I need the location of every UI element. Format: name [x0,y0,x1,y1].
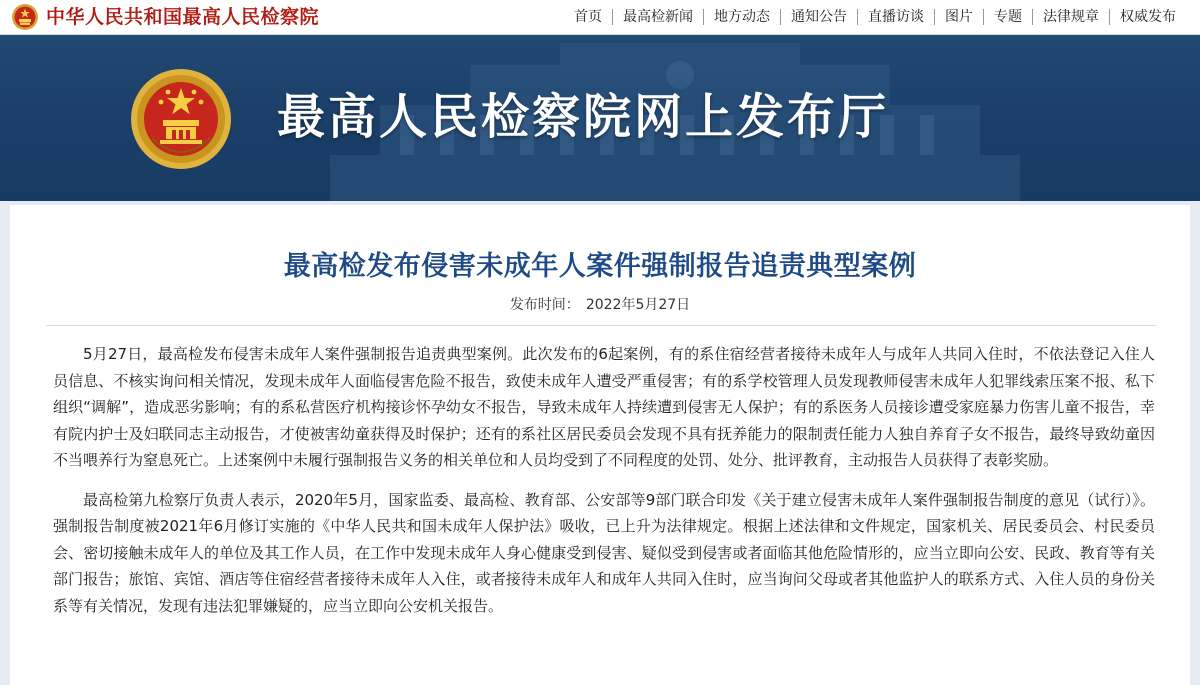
main-nav [564,0,1186,34]
nav-item-news[interactable]: 最高检新闻 [612,9,703,25]
nav-item-laws[interactable]: 法律规章 [1032,9,1109,25]
publish-time-label: 发布时间： [509,297,580,313]
title-divider [46,325,1156,326]
top-bar [0,0,1200,35]
nav-item-live[interactable]: 直播访谈 [857,9,934,25]
nav-item-local[interactable]: 地方动态 [703,9,780,25]
article-paragraph: 5月27日，最高检发布侵害未成年人案件强制报告追责典型案例。此次发布的6起案例，有的系住宿经营者接待未成年人与成年人共同入住时，不依法登记入住人员信息、不核实询问相关情况，发现未成年人面临侵害危险不报告，致使未成年人遭受严重侵害；有的系学校管理人员发现教师侵害未成年人犯罪线索压案不报、私下组织“调解”，造成恶劣影响；有的系私营医疗机构接诊怀孕幼女不报告，导致未成年人持续遭到侵害无人保护；有的系医务人员接诊遭受家庭暴力伤害儿童不报告，幸有院内护士及妇联同志主动报告，才使被害幼童获得及时保护；还有的系社区居民委员会发现不具有抚养能力的限制责任能力人独自养育子女不报告，最终导致幼童因不当喂养行为窒息死亡。上述案例中未履行强制报告义务的相关单位和人员均受到了不同程度的处罚、处分、批评教育，主动报告人员获得了表彰奖励。 [53,345,1155,469]
site-name[interactable]: 中华人民共和国最高人民检察院 [46,6,320,28]
article-body [53,341,1155,632]
nav-item-home[interactable]: 首页 [574,9,602,25]
banner [0,35,1200,201]
article-title: 最高检发布侵害未成年人案件强制报告追责典型案例 [283,251,917,282]
procuratorate-emblem-icon [130,68,232,170]
nav-item-pictures[interactable]: 图片 [934,9,983,25]
nav-item-topics[interactable]: 专题 [983,9,1032,25]
article-meta [10,295,1190,315]
nav-item-notices[interactable]: 通知公告 [780,9,857,25]
publish-date: 2022年5月27日 [585,297,691,313]
national-emblem-icon[interactable] [11,3,39,31]
article-paragraph: 最高检第九检察厅负责人表示，2020年5月，国家监委、最高检、教育部、公安部等9部门联合印发《关于建立侵害未成年人案件强制报告制度的意见（试行）》。强制报告制度被2021年6月修订实施的《中华人民共和国未成年人保护法》吸收，已上升为法律规定。根据上述法律和文件规定，国家机关、居民委员会、村民委员会、密切接触未成年人的单位及其工作人员，在工作中发现未成年人身心健康受到侵害、疑似受到侵害或者面临其他危险情形的，应当立即向公安、民政、教育等有关部门报告；旅馆、宾馆、酒店等住宿经营者接待未成年人入住，或者接待未成年人和成年人共同入住时，应当询问父母或者其他监护人的联系方式、入住人员的身份关系等有关情况，发现有违法犯罪嫌疑的，应当立即向公安机关报告。 [53,490,1155,615]
article [10,205,1190,685]
banner-title: 最高人民检察院网上发布厅 [277,89,890,145]
nav-item-releases[interactable]: 权威发布 [1109,9,1186,25]
